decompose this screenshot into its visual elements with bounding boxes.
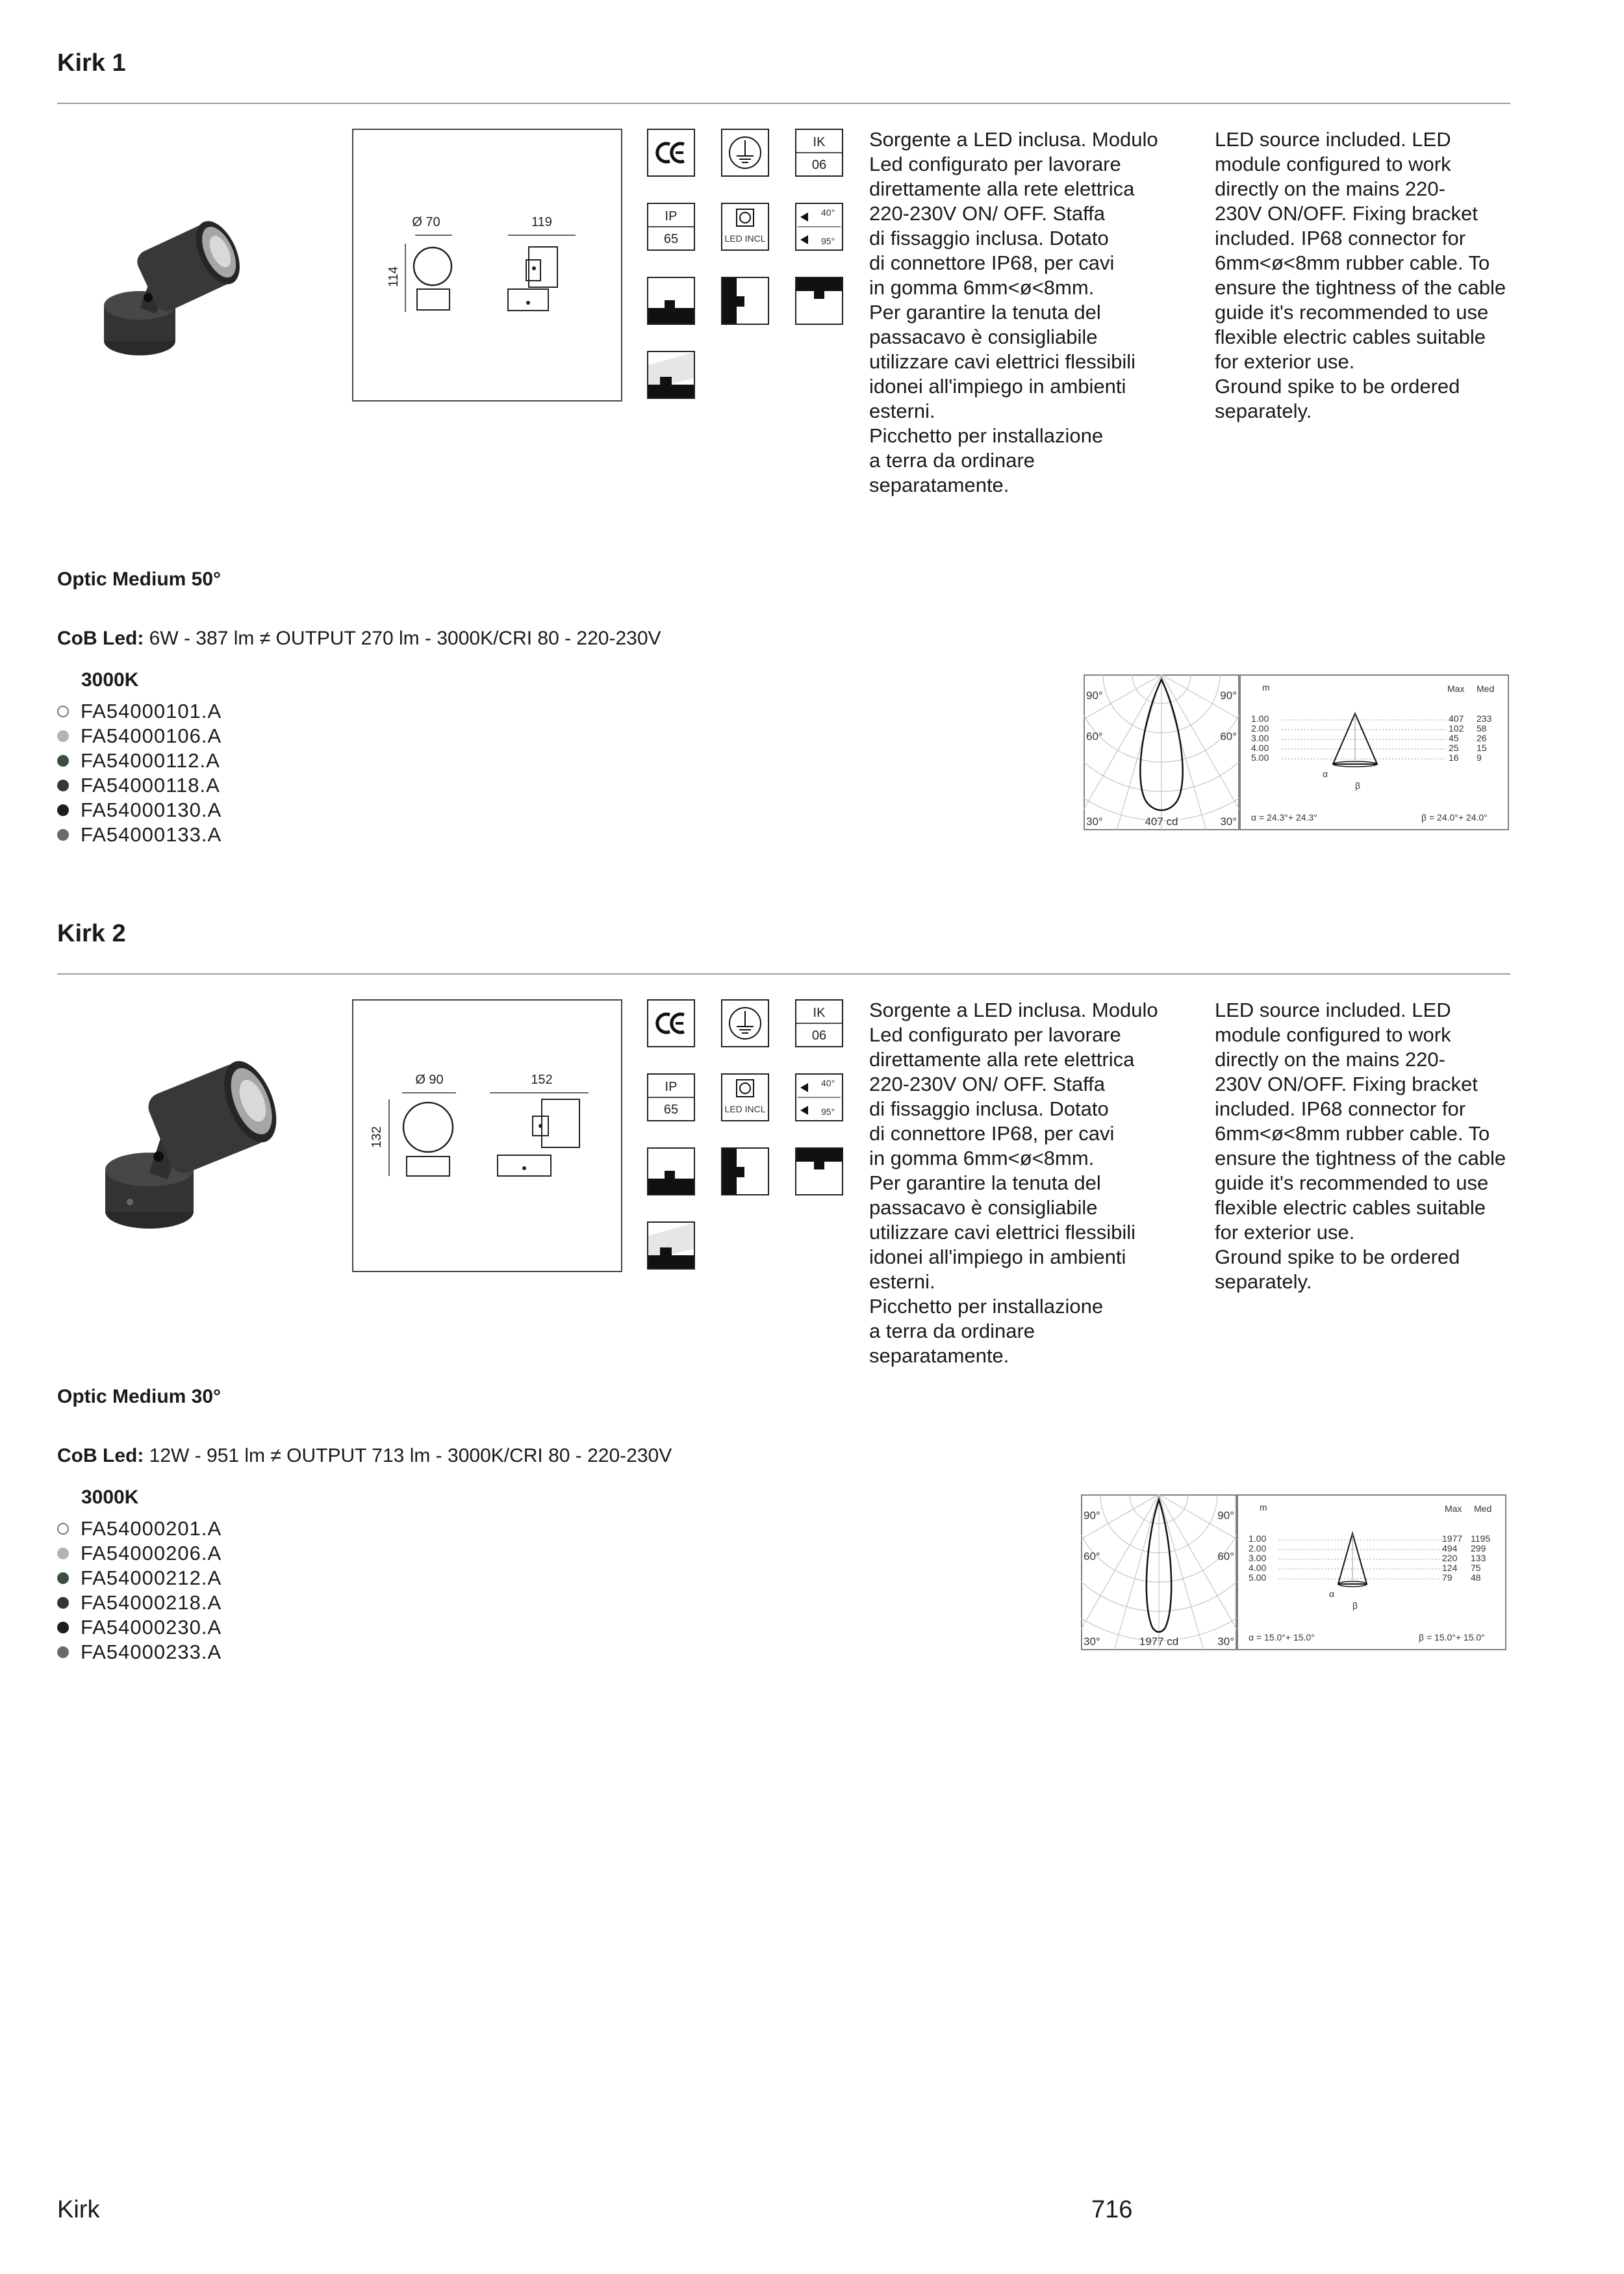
svg-text:3.00: 3.00 <box>1249 1553 1267 1563</box>
optic-label: Optic Medium 30° <box>57 1386 222 1407</box>
svg-text:90°: 90° <box>1220 689 1237 702</box>
svg-text:124: 124 <box>1442 1563 1458 1573</box>
polar-diagram <box>1081 1494 1237 1650</box>
finish-swatch <box>57 780 69 791</box>
icon-grid <box>647 999 845 1275</box>
svg-text:30°: 30° <box>1086 815 1103 828</box>
description-english: LED source included. LED module configured to work directly on the mains 220- 230V ON/OFF. Fixing bracket included. IP68 connector for 6mm<ø<8mm rubber cable. To ensure the tightness of the cable guide it's recommended to use flexible electric cables suitable for exterior use. Ground spike to be ordered separately. <box>1215 999 1506 1293</box>
svg-text:58: 58 <box>1477 723 1487 734</box>
svg-text:90°: 90° <box>1086 689 1103 702</box>
ground-icon <box>721 999 769 1047</box>
list-item: FA54000112.A <box>57 748 222 773</box>
dimension-diameter: Ø 70 <box>412 215 440 229</box>
list-item: FA54000206.A <box>57 1541 222 1566</box>
svg-text:79: 79 <box>1442 1572 1453 1583</box>
finish-swatch <box>57 804 69 816</box>
wall-mount-icon <box>721 1147 769 1195</box>
svg-text:2.00: 2.00 <box>1249 1543 1267 1553</box>
svg-text:Max: Max <box>1445 1503 1462 1514</box>
technical-drawing <box>352 999 622 1272</box>
svg-text:133: 133 <box>1471 1553 1486 1563</box>
finish-swatch <box>57 1523 69 1535</box>
list-item: FA54000201.A <box>57 1516 222 1541</box>
description-italian: Sorgente a LED inclusa. Modulo Led configurato per lavorare direttamente alla rete elettrica 220-230V ON/ OFF. Staffa di fissaggio inclusa. Dotato di connettore IP68, per cavi in gomma 6mm<ø<8mm. Per garantire la tenuta del passacavo è consigliabile utilizzare cavi elettrici flessibili idonei all'impiego in ambienti esterni. Picchetto per installazione a terra da ordinare separatamente. <box>869 999 1158 1367</box>
ce-mark-icon <box>647 129 695 177</box>
color-temperature: 3000K <box>81 669 139 691</box>
dimension-depth: 119 <box>531 215 552 229</box>
ground-icon <box>721 129 769 177</box>
svg-text:65: 65 <box>663 1103 679 1117</box>
section-divider <box>57 103 1510 104</box>
svg-text:90°: 90° <box>1217 1509 1234 1522</box>
finish-swatch <box>57 1646 69 1658</box>
ip-rating-icon <box>647 1073 695 1121</box>
led-included-icon <box>721 203 769 251</box>
svg-text:β = 24.0°+ 24.0°: β = 24.0°+ 24.0° <box>1421 812 1488 823</box>
svg-text:β: β <box>1355 780 1361 791</box>
svg-text:60°: 60° <box>1220 730 1237 743</box>
optic-label: Optic Medium 50° <box>57 568 222 590</box>
svg-text:9: 9 <box>1477 752 1482 763</box>
svg-text:407: 407 <box>1449 713 1464 724</box>
svg-text:Med: Med <box>1477 683 1495 694</box>
floor-mount-icon <box>647 277 695 325</box>
svg-text:LED INCL: LED INCL <box>724 233 766 244</box>
svg-text:LED INCL: LED INCL <box>724 1104 766 1114</box>
svg-text:α: α <box>1329 1589 1335 1599</box>
dimension-diameter: Ø 90 <box>415 1073 444 1087</box>
product-image <box>91 1040 286 1234</box>
svg-text:α: α <box>1323 769 1328 779</box>
ce-mark-icon <box>647 999 695 1047</box>
svg-text:65: 65 <box>663 232 679 246</box>
finish-swatch <box>57 829 69 841</box>
cone-diagram <box>1237 1494 1506 1650</box>
svg-text:m: m <box>1262 682 1270 693</box>
finish-swatch <box>57 730 69 742</box>
ceiling-mount-icon <box>795 277 843 325</box>
section-title: Kirk 2 <box>57 920 126 947</box>
svg-text:Med: Med <box>1474 1503 1492 1514</box>
svg-text:407 cd: 407 cd <box>1145 815 1178 828</box>
section-title: Kirk 1 <box>57 49 126 77</box>
svg-text:1977: 1977 <box>1442 1533 1463 1544</box>
svg-text:25: 25 <box>1449 743 1459 753</box>
ip-rating-icon <box>647 203 695 251</box>
svg-text:40°: 40° <box>821 1078 835 1088</box>
wall-mount-icon <box>721 277 769 325</box>
svg-text:m: m <box>1260 1502 1267 1513</box>
list-item: FA54000133.A <box>57 823 222 847</box>
finish-swatch <box>57 1548 69 1559</box>
svg-text:90°: 90° <box>1084 1509 1100 1522</box>
list-item: FA54000218.A <box>57 1591 222 1615</box>
page-number: 716 <box>1091 2196 1133 2223</box>
section-divider <box>57 973 1510 975</box>
svg-text:60°: 60° <box>1084 1550 1100 1563</box>
dimension-height: 114 <box>387 266 401 287</box>
tilt-angle-icon <box>795 203 843 251</box>
svg-text:3.00: 3.00 <box>1251 733 1269 743</box>
icon-grid <box>647 129 845 405</box>
footer-brand: Kirk <box>57 2196 100 2223</box>
svg-text:95°: 95° <box>821 236 835 246</box>
svg-text:IK: IK <box>813 135 826 149</box>
svg-text:IP: IP <box>665 1080 678 1094</box>
svg-text:60°: 60° <box>1217 1550 1234 1563</box>
svg-text:26: 26 <box>1477 733 1487 743</box>
svg-text:1.00: 1.00 <box>1251 713 1269 724</box>
list-item: FA54000230.A <box>57 1615 222 1640</box>
cob-led-spec: CoB Led: 12W - 951 lm ≠ OUTPUT 713 lm - 3000K/CRI 80 - 220-230V <box>57 1445 672 1466</box>
svg-text:5.00: 5.00 <box>1249 1572 1267 1583</box>
dimension-depth: 152 <box>531 1073 553 1087</box>
ceiling-mount-icon <box>795 1147 843 1195</box>
code-list <box>57 1516 222 1665</box>
svg-text:Max: Max <box>1447 683 1465 694</box>
led-included-icon <box>721 1073 769 1121</box>
technical-drawing <box>352 129 622 402</box>
svg-text:75: 75 <box>1471 1563 1481 1573</box>
color-temperature: 3000K <box>81 1487 139 1508</box>
svg-text:220: 220 <box>1442 1553 1458 1563</box>
svg-text:4.00: 4.00 <box>1249 1563 1267 1573</box>
svg-text:95°: 95° <box>821 1106 835 1117</box>
svg-text:α = 15.0°+ 15.0°: α = 15.0°+ 15.0° <box>1249 1632 1315 1642</box>
list-item: FA54000106.A <box>57 724 222 748</box>
svg-text:48: 48 <box>1471 1572 1481 1583</box>
finish-swatch <box>57 1572 69 1584</box>
svg-text:β = 15.0°+ 15.0°: β = 15.0°+ 15.0° <box>1419 1632 1485 1642</box>
list-item: FA54000118.A <box>57 773 222 798</box>
finish-swatch <box>57 1622 69 1633</box>
svg-text:06: 06 <box>811 158 827 172</box>
code-list <box>57 699 222 847</box>
svg-text:1977 cd: 1977 cd <box>1139 1635 1179 1648</box>
ground-spike-icon <box>647 1221 695 1270</box>
dimension-height: 132 <box>370 1126 384 1148</box>
finish-swatch <box>57 1597 69 1609</box>
svg-text:299: 299 <box>1471 1543 1486 1553</box>
svg-text:06: 06 <box>811 1028 827 1043</box>
polar-diagram <box>1084 674 1239 830</box>
description-italian: Sorgente a LED inclusa. Modulo Led configurato per lavorare direttamente alla rete elettrica 220-230V ON/ OFF. Staffa di fissaggio inclusa. Dotato di connettore IP68, per cavi in gomma 6mm<ø<8mm. Per garantire la tenuta del passacavo è consigliabile utilizzare cavi elettrici flessibili idonei all'impiego in ambienti esterni. Picchetto per installazione a terra da ordinare separatamente. <box>869 128 1158 496</box>
svg-text:1.00: 1.00 <box>1249 1533 1267 1544</box>
finish-swatch <box>57 706 69 717</box>
list-item: FA54000233.A <box>57 1640 222 1665</box>
tilt-angle-icon <box>795 1073 843 1121</box>
ik-rating-icon <box>795 129 843 177</box>
finish-swatch <box>57 755 69 767</box>
svg-text:40°: 40° <box>821 207 835 218</box>
svg-text:30°: 30° <box>1217 1635 1234 1648</box>
ik-rating-icon <box>795 999 843 1047</box>
svg-text:233: 233 <box>1477 713 1492 724</box>
description-english: LED source included. LED module configured to work directly on the mains 220- 230V ON/OFF. Fixing bracket included. IP68 connector for 6mm<ø<8mm rubber cable. To ensure the tightness of the cable guide it's recommended to use flexible electric cables suitable for exterior use. Ground spike to be ordered separately. <box>1215 128 1506 422</box>
svg-text:5.00: 5.00 <box>1251 752 1269 763</box>
list-item: FA54000130.A <box>57 798 222 823</box>
svg-text:16: 16 <box>1449 752 1459 763</box>
svg-text:102: 102 <box>1449 723 1464 734</box>
svg-text:60°: 60° <box>1086 730 1103 743</box>
ground-spike-icon <box>647 351 695 399</box>
list-item: FA54000212.A <box>57 1566 222 1591</box>
svg-text:30°: 30° <box>1220 815 1237 828</box>
svg-text:2.00: 2.00 <box>1251 723 1269 734</box>
cone-diagram <box>1239 674 1509 830</box>
svg-text:45: 45 <box>1449 733 1459 743</box>
product-image <box>84 208 253 377</box>
svg-text:494: 494 <box>1442 1543 1458 1553</box>
floor-mount-icon <box>647 1147 695 1195</box>
svg-text:IK: IK <box>813 1006 826 1020</box>
svg-text:IP: IP <box>665 209 678 224</box>
svg-text:30°: 30° <box>1084 1635 1100 1648</box>
svg-text:α = 24.3°+ 24.3°: α = 24.3°+ 24.3° <box>1251 812 1317 823</box>
list-item: FA54000101.A <box>57 699 222 724</box>
svg-text:1195: 1195 <box>1471 1533 1491 1544</box>
cob-led-spec: CoB Led: 6W - 387 lm ≠ OUTPUT 270 lm - 3000K/CRI 80 - 220-230V <box>57 628 661 649</box>
svg-text:15: 15 <box>1477 743 1487 753</box>
svg-text:β: β <box>1352 1600 1358 1611</box>
svg-text:4.00: 4.00 <box>1251 743 1269 753</box>
